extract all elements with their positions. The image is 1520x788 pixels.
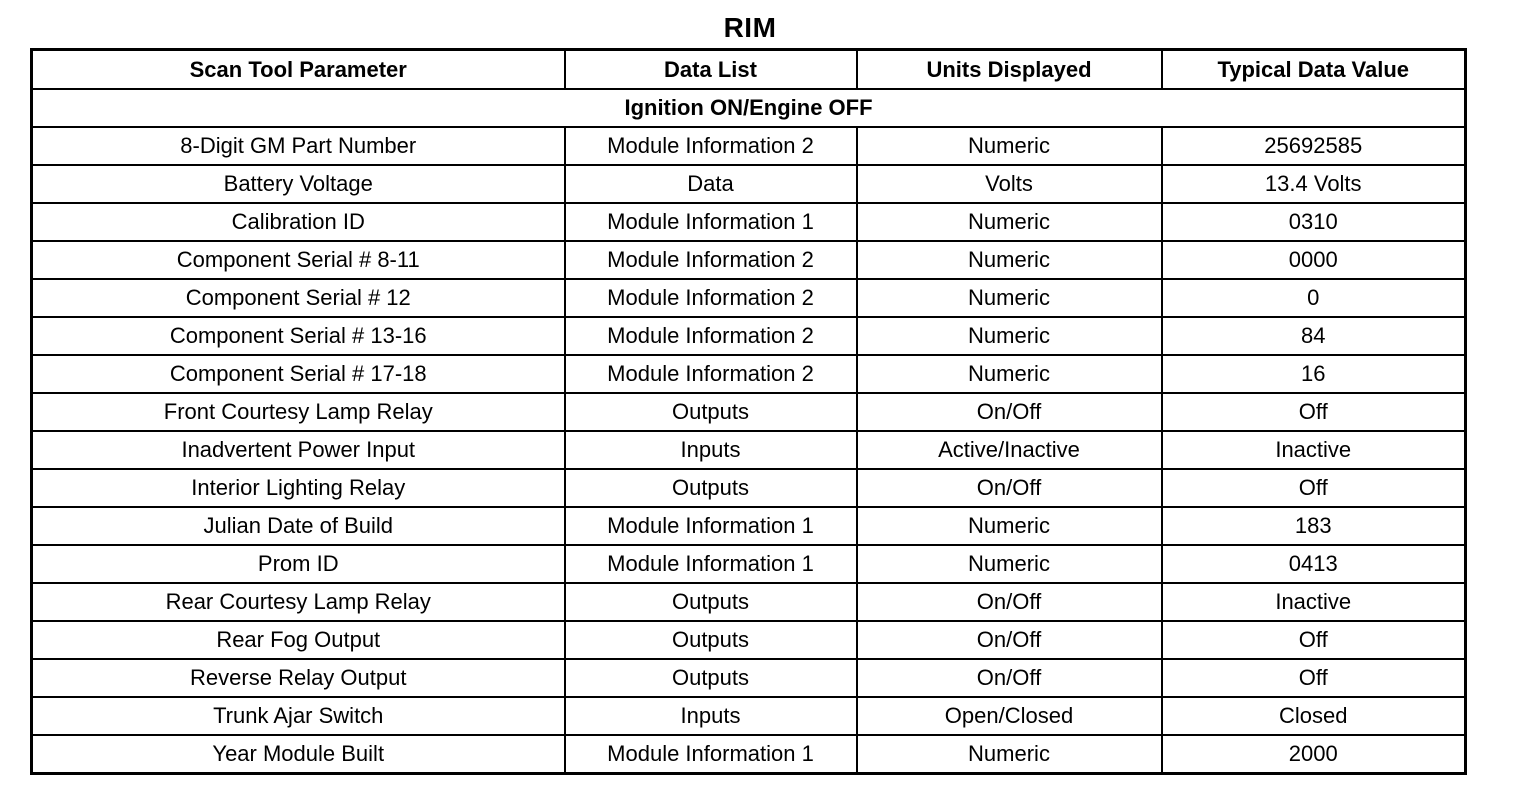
table-row	[32, 469, 1466, 507]
table-row	[32, 203, 1466, 241]
cell-parameter: Rear Fog Output	[32, 621, 565, 659]
cell-data-list: Module Information 2	[565, 279, 857, 317]
cell-data-list: Outputs	[565, 583, 857, 621]
cell-units: On/Off	[857, 659, 1162, 697]
table-row	[32, 583, 1466, 621]
cell-parameter: Component Serial # 8-11	[32, 241, 565, 279]
table-row	[32, 279, 1466, 317]
cell-data-list: Module Information 2	[565, 355, 857, 393]
table-row	[32, 241, 1466, 279]
cell-units: Numeric	[857, 355, 1162, 393]
cell-parameter: Front Courtesy Lamp Relay	[32, 393, 565, 431]
cell-units: On/Off	[857, 469, 1162, 507]
cell-units: On/Off	[857, 583, 1162, 621]
cell-parameter: Component Serial # 13-16	[32, 317, 565, 355]
table-row	[32, 621, 1466, 659]
cell-data-list: Module Information 1	[565, 735, 857, 774]
cell-typical-value: Off	[1162, 393, 1466, 431]
cell-parameter: Trunk Ajar Switch	[32, 697, 565, 735]
cell-typical-value: 25692585	[1162, 127, 1466, 165]
cell-typical-value: 13.4 Volts	[1162, 165, 1466, 203]
cell-data-list: Outputs	[565, 393, 857, 431]
page-title: RIM	[723, 12, 777, 43]
cell-parameter: Component Serial # 17-18	[32, 355, 565, 393]
table-row	[32, 355, 1466, 393]
cell-typical-value: Closed	[1162, 697, 1466, 735]
cell-typical-value: Off	[1162, 659, 1466, 697]
cell-data-list: Module Information 2	[565, 241, 857, 279]
cell-data-list: Inputs	[565, 697, 857, 735]
section-row	[32, 89, 1466, 127]
cell-parameter: Battery Voltage	[32, 165, 565, 203]
section-label: Ignition ON/Engine OFF	[32, 89, 1466, 127]
cell-units: Numeric	[857, 127, 1162, 165]
cell-data-list: Module Information 1	[565, 203, 857, 241]
table-row	[32, 735, 1466, 774]
cell-units: Numeric	[857, 545, 1162, 583]
cell-parameter: 8-Digit GM Part Number	[32, 127, 565, 165]
cell-typical-value: Inactive	[1162, 583, 1466, 621]
cell-parameter: Calibration ID	[32, 203, 565, 241]
cell-parameter: Prom ID	[32, 545, 565, 583]
cell-units: Numeric	[857, 507, 1162, 545]
cell-units: Active/Inactive	[857, 431, 1162, 469]
cell-typical-value: 183	[1162, 507, 1466, 545]
table-row	[32, 393, 1466, 431]
cell-parameter: Julian Date of Build	[32, 507, 565, 545]
cell-parameter: Inadvertent Power Input	[32, 431, 565, 469]
cell-units: Open/Closed	[857, 697, 1162, 735]
cell-units: Numeric	[857, 735, 1162, 774]
cell-data-list: Module Information 1	[565, 507, 857, 545]
cell-units: On/Off	[857, 393, 1162, 431]
cell-units: Numeric	[857, 279, 1162, 317]
table-row	[32, 127, 1466, 165]
cell-data-list: Outputs	[565, 469, 857, 507]
cell-parameter: Reverse Relay Output	[32, 659, 565, 697]
cell-units: Numeric	[857, 203, 1162, 241]
cell-data-list: Inputs	[565, 431, 857, 469]
cell-typical-value: Off	[1162, 469, 1466, 507]
table-row	[32, 165, 1466, 203]
cell-data-list: Data	[565, 165, 857, 203]
cell-parameter: Rear Courtesy Lamp Relay	[32, 583, 565, 621]
table-row	[32, 697, 1466, 735]
cell-typical-value: 2000	[1162, 735, 1466, 774]
column-header-data-list: Data List	[565, 50, 857, 90]
cell-typical-value: 16	[1162, 355, 1466, 393]
column-header-typical-data-value: Typical Data Value	[1162, 50, 1466, 90]
table-row	[32, 545, 1466, 583]
column-header-units-displayed: Units Displayed	[857, 50, 1162, 90]
cell-units: Volts	[857, 165, 1162, 203]
cell-units: Numeric	[857, 241, 1162, 279]
cell-data-list: Module Information 1	[565, 545, 857, 583]
cell-units: On/Off	[857, 621, 1162, 659]
cell-typical-value: Off	[1162, 621, 1466, 659]
cell-data-list: Module Information 2	[565, 317, 857, 355]
header-row	[32, 50, 1466, 90]
cell-typical-value: Inactive	[1162, 431, 1466, 469]
cell-typical-value: 0	[1162, 279, 1466, 317]
table-row	[32, 317, 1466, 355]
cell-data-list: Module Information 2	[565, 127, 857, 165]
table-row	[32, 431, 1466, 469]
cell-typical-value: 0310	[1162, 203, 1466, 241]
table-row	[32, 507, 1466, 545]
cell-parameter: Interior Lighting Relay	[32, 469, 565, 507]
cell-parameter: Component Serial # 12	[32, 279, 565, 317]
column-header-scan-tool-parameter: Scan Tool Parameter	[32, 50, 565, 90]
cell-typical-value: 84	[1162, 317, 1466, 355]
scan-tool-data-table	[30, 48, 1467, 775]
table-row	[32, 659, 1466, 697]
cell-parameter: Year Module Built	[32, 735, 565, 774]
cell-data-list: Outputs	[565, 659, 857, 697]
cell-typical-value: 0000	[1162, 241, 1466, 279]
cell-data-list: Outputs	[565, 621, 857, 659]
cell-typical-value: 0413	[1162, 545, 1466, 583]
cell-units: Numeric	[857, 317, 1162, 355]
